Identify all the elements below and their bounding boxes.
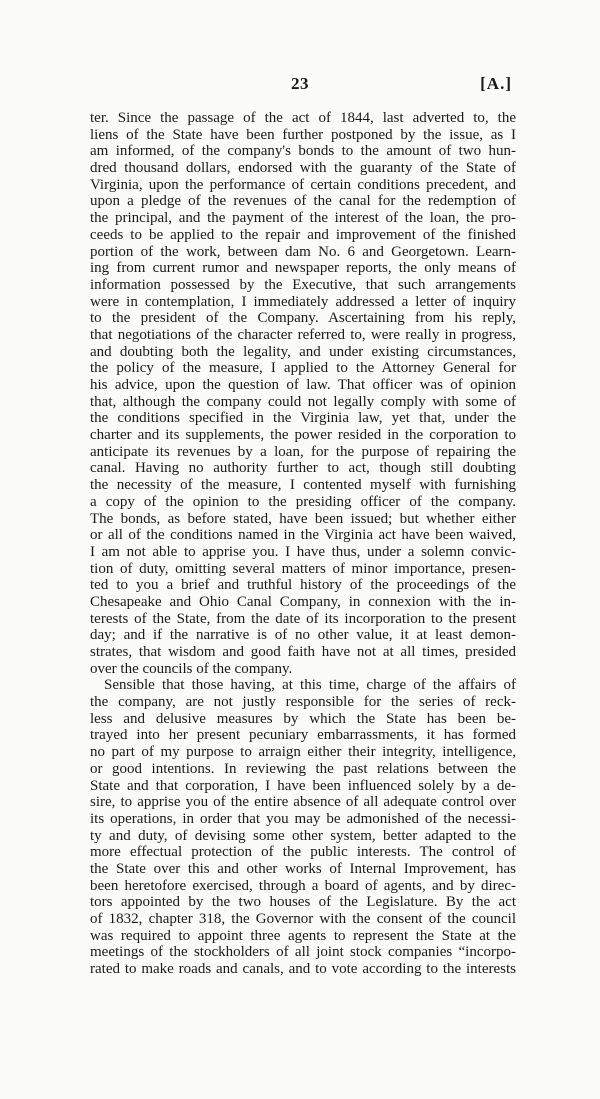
text-line: a copy of the opinion to the presiding officer of the company. (90, 493, 516, 510)
text-line: the necessity of the measure, I contented myself with furnishing (90, 477, 516, 494)
text-line: his advice, upon the question of law. That officer was of opinion (90, 377, 516, 393)
text-line: ted to you a brief and truthful history of the proceedings of the (90, 577, 516, 594)
text-line: day; and if the narrative is of no other value, it at least demon- (90, 627, 516, 644)
text-line: were in contemplation, I immediately addressed a letter of inquiry (90, 293, 516, 310)
text-line: The bonds, as before stated, have been issued; but whether either (90, 510, 516, 527)
document-mark: [A.] (480, 74, 512, 93)
text-line: upon a pledge of the revenues of the canal for the redemption of (90, 193, 516, 210)
text-line: tion of duty, omitting several matters of minor importance, presen- (90, 560, 516, 577)
text-line: information possessed by the Executive, that such arrangements (90, 276, 516, 293)
text-line: to the president of the Company. Ascertaining from his reply, (90, 310, 516, 327)
text-line: ing from current rumor and newspaper reports, the only means of (90, 260, 516, 277)
text-line: am informed, of the company's bonds to the amount of two hun- (90, 143, 516, 160)
text-line: was required to appoint three agents to represent the State at the (90, 927, 516, 944)
text-line: terests of the State, from the date of its incorporation to the present (90, 610, 516, 627)
text-line: sire, to apprise you of the entire absence of all adequate control over (90, 794, 516, 811)
text-line: Virginia, upon the performance of certain conditions precedent, and (90, 176, 516, 193)
text-line: trayed into her present pecuniary embarrassments, it has formed (90, 727, 516, 744)
text-line: Chesapeake and Ohio Canal Company, in connexion with the in- (90, 593, 516, 610)
text-line: been heretofore exercised, through a board of agents, and by direc- (90, 877, 516, 894)
text-line: Sensible that those having, at this time, charge of the affairs of (104, 677, 516, 694)
text-line: ceeds to be applied to the repair and improvement of the finished (90, 226, 516, 243)
text-line: the State over this and other works of Internal Improvement, has (90, 860, 516, 877)
text-line: the company, are not justly responsible for the series of reck- (90, 694, 516, 711)
text-line: less and delusive measures by which the State has been be- (90, 710, 516, 727)
text-line: charter and its supplements, the power resided in the corporation to (90, 427, 516, 444)
text-line: the principal, and the payment of the interest of the loan, the pro- (90, 210, 516, 227)
text-line: over the councils of the company. (90, 660, 293, 677)
text-line: canal. Having no authority further to act, though still doubting (90, 460, 516, 477)
text-line: the policy of the measure, I applied to the Attorney General for (90, 360, 516, 377)
text-line: that negotiations of the character referred to, were really in progress, (90, 326, 516, 343)
text-line: liens of the State have been further postponed by the issue, as I (90, 126, 516, 143)
text-line: State and that corporation, I have been influenced solely by a de- (90, 777, 516, 794)
text-line: strates, that wisdom and good faith have not at all times, presided (90, 644, 516, 660)
text-line: no part of my purpose to arraign either their integrity, intelligence, (90, 744, 516, 761)
text-line: ter. Since the passage of the act of 1844, last adverted to, the (90, 110, 516, 126)
text-line: tors appointed by the two houses of the Legislature. By the act (90, 894, 516, 911)
text-line: anticipate its revenues by a loan, for the purpose of repairing the (90, 443, 516, 460)
text-line: ty and duty, of devising some other system, better adapted to the (90, 827, 516, 844)
text-line: and doubting both the legality, and under existing circumstances, (90, 343, 516, 360)
text-line: more effectual protection of the public interests. The control of (90, 844, 516, 861)
body-text (90, 110, 516, 978)
text-line: that, although the company could not legally comply with some of (90, 393, 516, 410)
text-line: I am not able to apprise you. I have thus, under a solemn convic- (90, 543, 516, 560)
text-line: or all of the conditions named in the Virginia act have been waived, (90, 527, 516, 544)
text-line: meetings of the stockholders of all joint stock companies “incorpo- (90, 944, 516, 961)
text-line: rated to make roads and canals, and to vote according to the interests (90, 961, 516, 978)
text-line: or good intentions. In reviewing the past relations between the (90, 760, 516, 777)
page-number: 23 (291, 74, 309, 93)
text-line: portion of the work, between dam No. 6 and Georgetown. Learn- (90, 243, 516, 260)
text-line: the conditions specified in the Virginia law, yet that, under the (90, 410, 516, 427)
text-line: of 1832, chapter 318, the Governor with the consent of the council (90, 911, 516, 927)
text-line: its operations, in order that you may be admonished of the necessi- (90, 810, 516, 827)
text-line: dred thousand dollars, endorsed with the guaranty of the State of (90, 160, 516, 177)
